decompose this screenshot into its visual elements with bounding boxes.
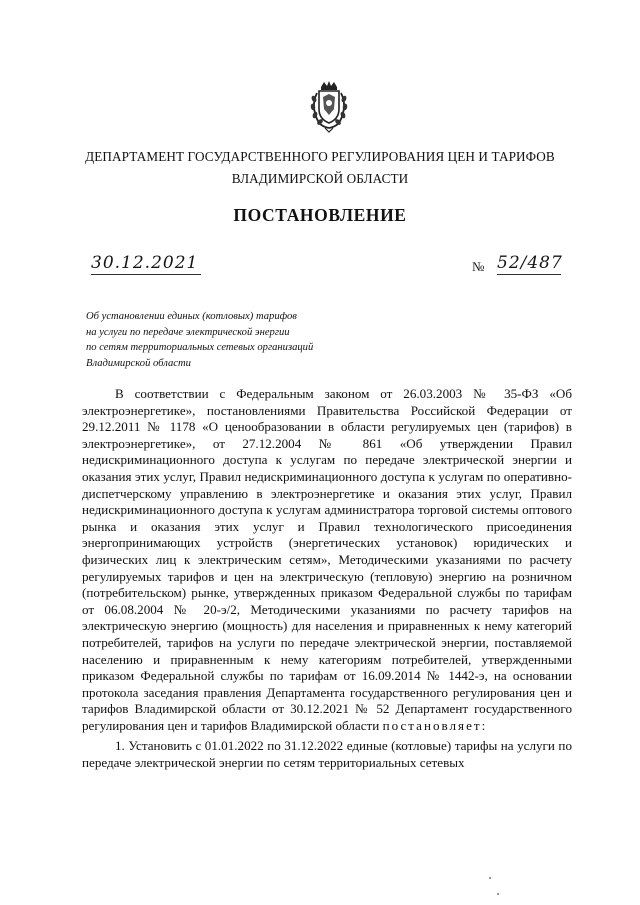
document-title: ПОСТАНОВЛЕНИЕ [233,205,407,225]
document-date: 30.12.2021 [91,252,201,275]
department-name-line2: ВЛАДИМИРСКОЙ ОБЛАСТИ [231,171,409,186]
document-body [82,386,572,772]
document-number: 52/487 [497,253,563,273]
scan-speck [489,877,491,879]
resolves-word: постановляет: [382,717,488,733]
subject-line: по сетям территориальных сетевых организаций [86,342,314,353]
subject-line: Об установлении единых (котловых) тарифов [86,311,297,322]
document-subject [86,309,386,371]
scan-speck [497,893,499,895]
department-name-line1: ДЕПАРТАМЕНТ ГОСУДАРСТВЕННОГО РЕГУЛИРОВАНИЯ ЦЕН И ТАРИФОВ [85,149,555,164]
preamble-text: В соответствии с Федеральным законом от 26.03.2003 № 35-ФЗ «Об электроэнергетике», постановлениями Правительства Российской Федерации от 29.12.2011 № 1178 «О ценообразовании в области регулируемых цен (тарифов) в электроэнергетике», от 27.12.2004 № 861 «Об утверждении Правил недискриминационного доступа к услугам по передаче электрической энергии и оказания этих услуг, Правил недискриминационного доступа к услугам по оперативно-диспетчерскому управлению в электроэнергетике и оказания этих услуг, Правил недискриминационного доступа к услугам администратора торговой системы оптового рынка и оказания этих услуг и Правил технологического присоединения энергопринимающих устройств (энергетических установок) юридических и физических лиц к электрическим сетям», Методическими указаниями по расчету регулируемых тарифов и цен на электрическую (тепловую) энергию на розничном (потребительском) рынке, утвержденных приказом Федеральной службы по тарифам от 06.08.2004 № 20-э/2, Методическими указаниями по расчету тарифов на электрическую энергию (мощность) для населения и приравненных к нему категорий потребителей, тарифов на услуги по передаче электрической энергии, поставляемой населению и приравненным к нему категориям потребителей, утвержденными приказом Федеральной службы по тарифам от 16.09.2014 № 1442-э, на основании протокола заседания правления Департамента государственного регулирования цен и тарифов Владимирской области от 30.12.2021 № 52 Департамент государственного регулирования цен и тарифов Владимирской области [82,386,572,733]
number-sign: № [472,259,485,274]
coat-of-arms-icon [307,79,351,133]
paragraph-preamble [82,386,572,734]
paragraph-item-1: 1. Установить с 01.01.2022 по 31.12.2022 единые (котловые) тарифы на услуги по передаче электрической энергии по сетям территориальных сетевых [82,738,572,771]
subject-line: Владимирской области [86,357,191,369]
subject-line: на услуги по передаче электрической энергии [86,326,290,338]
